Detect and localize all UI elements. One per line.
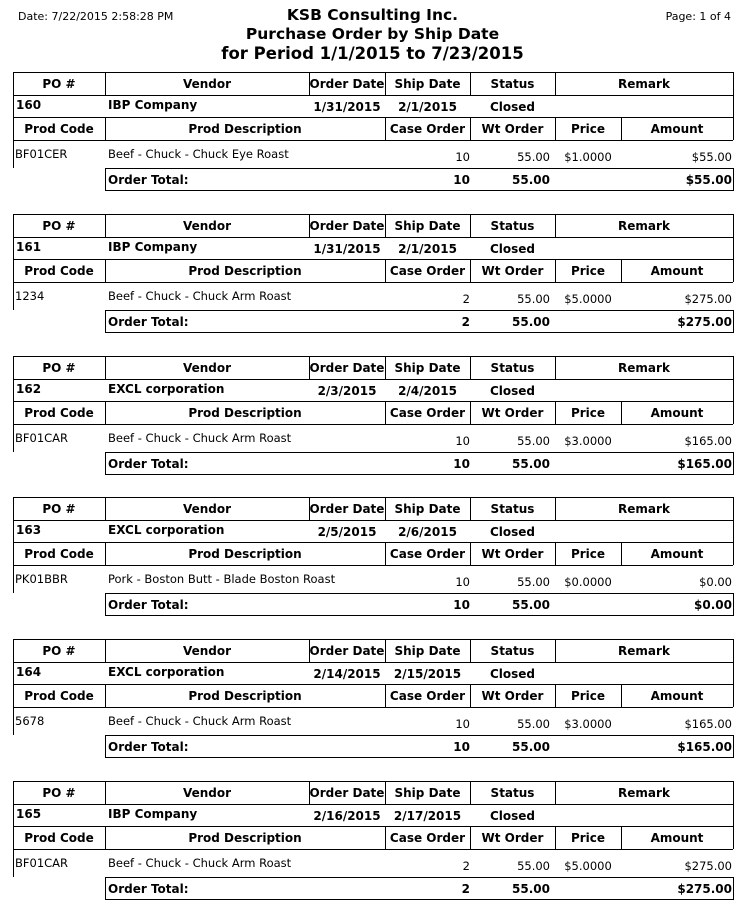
total-case-order: 2 xyxy=(461,882,470,896)
case-order-header: Case Order xyxy=(389,264,466,278)
rule-line xyxy=(13,804,733,805)
column-divider xyxy=(733,259,734,282)
prod-description-header: Prod Description xyxy=(188,122,302,136)
ship-date-header: Ship Date xyxy=(394,502,461,516)
total-amount: $275.00 xyxy=(677,882,732,896)
total-wt-order: 55.00 xyxy=(512,173,550,187)
column-divider xyxy=(13,95,14,117)
amount-value: $275.00 xyxy=(684,292,732,306)
rule-line xyxy=(105,615,733,616)
order-date: 2/14/2015 xyxy=(313,667,381,681)
status-value: Closed xyxy=(489,525,536,539)
prod-code-header: Prod Code xyxy=(24,689,94,703)
po-number: 163 xyxy=(16,523,42,537)
column-divider xyxy=(13,565,14,593)
company-name: KSB Consulting Inc. xyxy=(286,6,459,24)
po-number-header: PO # xyxy=(42,786,76,800)
column-divider xyxy=(733,684,734,707)
rule-line xyxy=(105,452,733,453)
rule-line xyxy=(13,72,733,73)
total-amount: $55.00 xyxy=(685,173,732,187)
rule-line xyxy=(105,474,733,475)
price-header: Price xyxy=(570,831,606,845)
vendor-name: EXCL corporation xyxy=(108,382,225,396)
total-amount: $0.00 xyxy=(694,598,732,612)
rule-line xyxy=(105,877,733,878)
column-divider xyxy=(733,72,734,95)
prod-description: Beef - Chuck - Chuck Arm Roast xyxy=(108,856,292,870)
prod-code-header: Prod Code xyxy=(24,831,94,845)
column-divider xyxy=(733,452,734,475)
column-divider xyxy=(105,310,106,333)
price-header: Price xyxy=(570,122,606,136)
amount-value: $165.00 xyxy=(684,717,732,731)
case-order: 10 xyxy=(455,150,470,164)
total-wt-order: 55.00 xyxy=(512,457,550,471)
column-divider xyxy=(13,424,14,452)
status-value: Closed xyxy=(489,809,536,823)
rule-line xyxy=(13,356,733,357)
status-value: Closed xyxy=(489,384,536,398)
column-divider xyxy=(733,735,734,758)
price-value: $5.0000 xyxy=(564,292,612,306)
vendor-name: IBP Company xyxy=(108,98,198,112)
po-number-header: PO # xyxy=(42,361,76,375)
price-header: Price xyxy=(570,547,606,561)
prod-description: Beef - Chuck - Chuck Arm Roast xyxy=(108,431,292,445)
column-divider xyxy=(733,237,734,259)
rule-line xyxy=(13,379,733,380)
price-value: $5.0000 xyxy=(564,859,612,873)
order-total-label: Order Total: xyxy=(108,457,189,471)
po-number: 165 xyxy=(16,807,42,821)
remark-header: Remark xyxy=(618,644,670,658)
rule-line xyxy=(13,282,733,283)
purchase-order-block xyxy=(13,356,733,474)
ship-date-header: Ship Date xyxy=(394,644,461,658)
column-divider xyxy=(733,593,734,616)
rule-line xyxy=(13,707,733,708)
status-value: Closed xyxy=(489,242,536,256)
ship-date: 2/4/2015 xyxy=(398,384,457,398)
po-number-header: PO # xyxy=(42,644,76,658)
total-case-order: 10 xyxy=(453,740,470,754)
wt-order: 55.00 xyxy=(517,292,550,306)
status-value: Closed xyxy=(489,667,536,681)
order-total-label: Order Total: xyxy=(108,882,189,896)
amount-header: Amount xyxy=(650,264,704,278)
po-number-header: PO # xyxy=(42,502,76,516)
rule-line xyxy=(13,662,733,663)
ship-date: 2/15/2015 xyxy=(393,667,462,681)
rule-line xyxy=(13,497,733,498)
vendor-name: IBP Company xyxy=(108,807,198,821)
order-date-header: Order Date xyxy=(309,361,385,375)
report-period: for Period 1/1/2015 to 7/23/2015 xyxy=(221,44,524,63)
order-date-header: Order Date xyxy=(309,77,385,91)
column-divider xyxy=(13,707,14,735)
vendor-header: Vendor xyxy=(182,77,232,91)
purchase-order-block xyxy=(13,214,733,332)
rule-line xyxy=(13,259,733,260)
order-total-label: Order Total: xyxy=(108,173,189,187)
rule-line xyxy=(13,826,733,827)
prod-description: Beef - Chuck - Chuck Eye Roast xyxy=(108,147,289,161)
po-number-header: PO # xyxy=(42,77,76,91)
price-value: $3.0000 xyxy=(564,717,612,731)
rule-line xyxy=(13,117,733,118)
wt-order-header: Wt Order xyxy=(481,122,544,136)
po-number: 161 xyxy=(16,240,42,254)
vendor-header: Vendor xyxy=(182,786,232,800)
column-divider xyxy=(105,877,106,900)
prod-code-header: Prod Code xyxy=(24,547,94,561)
case-order-header: Case Order xyxy=(389,406,466,420)
wt-order-header: Wt Order xyxy=(481,406,544,420)
remark-header: Remark xyxy=(618,361,670,375)
column-divider xyxy=(733,497,734,520)
rule-line xyxy=(13,684,733,685)
column-divider xyxy=(13,282,14,310)
rule-line xyxy=(13,639,733,640)
po-number: 160 xyxy=(16,98,42,112)
prod-description-header: Prod Description xyxy=(188,831,302,845)
column-divider xyxy=(13,140,14,168)
status-header: Status xyxy=(490,644,535,658)
amount-header: Amount xyxy=(650,831,704,845)
order-total-label: Order Total: xyxy=(108,598,189,612)
prod-code: BF01CAR xyxy=(15,431,69,445)
wt-order: 55.00 xyxy=(517,150,550,164)
case-order-header: Case Order xyxy=(389,122,466,136)
case-order-header: Case Order xyxy=(389,831,466,845)
total-amount: $165.00 xyxy=(677,457,732,471)
rule-line xyxy=(13,849,733,850)
po-number: 164 xyxy=(16,665,42,679)
total-amount: $165.00 xyxy=(677,740,732,754)
order-date: 2/5/2015 xyxy=(317,525,377,539)
rule-line xyxy=(13,237,733,238)
vendor-name: IBP Company xyxy=(108,240,198,254)
ship-date: 2/1/2015 xyxy=(398,100,457,114)
rule-line xyxy=(13,520,733,521)
total-wt-order: 55.00 xyxy=(512,598,550,612)
column-divider xyxy=(13,520,14,542)
purchase-order-block xyxy=(13,639,733,757)
case-order: 10 xyxy=(455,434,470,448)
price-header: Price xyxy=(570,406,606,420)
column-divider xyxy=(733,662,734,684)
remark-header: Remark xyxy=(618,786,670,800)
column-divider xyxy=(105,593,106,616)
prod-code-header: Prod Code xyxy=(24,406,94,420)
case-order: 10 xyxy=(455,717,470,731)
po-number: 162 xyxy=(16,382,42,396)
prod-description-header: Prod Description xyxy=(188,547,302,561)
status-header: Status xyxy=(490,77,535,91)
rule-line xyxy=(13,424,733,425)
amount-value: $165.00 xyxy=(684,434,732,448)
order-date-header: Order Date xyxy=(309,644,385,658)
total-case-order: 10 xyxy=(453,457,470,471)
case-order: 2 xyxy=(462,859,470,873)
prod-description: Beef - Chuck - Chuck Arm Roast xyxy=(108,289,292,303)
column-divider xyxy=(733,542,734,565)
column-divider xyxy=(733,401,734,424)
rule-line xyxy=(105,310,733,311)
wt-order: 55.00 xyxy=(517,575,550,589)
amount-value: $275.00 xyxy=(684,859,732,873)
prod-description: Pork - Boston Butt - Blade Boston Roast xyxy=(108,572,336,586)
prod-code: PK01BBR xyxy=(15,572,68,586)
prod-code-header: Prod Code xyxy=(24,264,94,278)
column-divider xyxy=(733,826,734,849)
column-divider xyxy=(105,168,106,191)
rule-line xyxy=(105,757,733,758)
amount-header: Amount xyxy=(650,547,704,561)
rule-line xyxy=(105,190,733,191)
column-divider xyxy=(733,520,734,542)
prod-description-header: Prod Description xyxy=(188,264,302,278)
price-value: $1.0000 xyxy=(564,150,612,164)
rule-line xyxy=(105,735,733,736)
ship-date: 2/6/2015 xyxy=(398,525,457,539)
amount-header: Amount xyxy=(650,406,704,420)
wt-order-header: Wt Order xyxy=(481,547,544,561)
vendor-name: EXCL corporation xyxy=(108,665,225,679)
prod-description-header: Prod Description xyxy=(188,689,302,703)
column-divider xyxy=(733,310,734,333)
price-header: Price xyxy=(570,264,606,278)
wt-order: 55.00 xyxy=(517,859,550,873)
ship-date: 2/1/2015 xyxy=(398,242,457,256)
amount-value: $0.00 xyxy=(699,575,732,589)
status-header: Status xyxy=(490,502,535,516)
vendor-header: Vendor xyxy=(182,219,232,233)
price-value: $3.0000 xyxy=(564,434,612,448)
column-divider xyxy=(733,877,734,900)
order-date: 1/31/2015 xyxy=(313,100,381,114)
remark-header: Remark xyxy=(618,219,670,233)
wt-order-header: Wt Order xyxy=(481,689,544,703)
order-date: 2/16/2015 xyxy=(313,809,381,823)
status-header: Status xyxy=(490,786,535,800)
column-divider xyxy=(13,237,14,259)
rule-line xyxy=(105,899,733,900)
prod-code: 5678 xyxy=(15,714,45,728)
rule-line xyxy=(13,565,733,566)
status-header: Status xyxy=(490,219,535,233)
po-number-header: PO # xyxy=(42,219,76,233)
price-header: Price xyxy=(570,689,606,703)
ship-date-header: Ship Date xyxy=(394,361,461,375)
remark-header: Remark xyxy=(618,502,670,516)
case-order-header: Case Order xyxy=(389,689,466,703)
report-title-block xyxy=(0,6,745,63)
order-date-header: Order Date xyxy=(309,219,385,233)
amount-value: $55.00 xyxy=(691,150,732,164)
order-date: 1/31/2015 xyxy=(313,242,381,256)
vendor-name: EXCL corporation xyxy=(108,523,225,537)
total-amount: $275.00 xyxy=(677,315,732,329)
order-date-header: Order Date xyxy=(309,502,385,516)
rule-line xyxy=(13,214,733,215)
column-divider xyxy=(733,95,734,117)
order-date: 2/3/2015 xyxy=(317,384,377,398)
status-value: Closed xyxy=(489,100,536,114)
column-divider xyxy=(733,781,734,804)
total-wt-order: 55.00 xyxy=(512,315,550,329)
column-divider xyxy=(13,804,14,826)
order-total-label: Order Total: xyxy=(108,740,189,754)
vendor-header: Vendor xyxy=(182,502,232,516)
vendor-header: Vendor xyxy=(182,361,232,375)
wt-order-header: Wt Order xyxy=(481,264,544,278)
remark-header: Remark xyxy=(618,77,670,91)
column-divider xyxy=(733,214,734,237)
column-divider xyxy=(105,735,106,758)
purchase-order-block xyxy=(13,72,733,190)
column-divider xyxy=(733,168,734,191)
rule-line xyxy=(13,95,733,96)
purchase-order-block xyxy=(13,781,733,899)
ship-date-header: Ship Date xyxy=(394,786,461,800)
status-header: Status xyxy=(490,361,535,375)
prod-code: BF01CAR xyxy=(15,856,69,870)
report-date: Date: 7/22/2015 2:58:28 PM xyxy=(18,10,174,23)
amount-header: Amount xyxy=(650,122,704,136)
column-divider xyxy=(733,379,734,401)
case-order: 10 xyxy=(455,575,470,589)
purchase-order-block xyxy=(13,497,733,615)
rule-line xyxy=(13,781,733,782)
order-total-label: Order Total: xyxy=(108,315,189,329)
rule-line xyxy=(13,401,733,402)
vendor-header: Vendor xyxy=(182,644,232,658)
total-case-order: 10 xyxy=(453,598,470,612)
rule-line xyxy=(105,332,733,333)
ship-date-header: Ship Date xyxy=(394,77,461,91)
prod-code: BF01CER xyxy=(15,147,68,161)
total-wt-order: 55.00 xyxy=(512,882,550,896)
price-value: $0.0000 xyxy=(564,575,612,589)
column-divider xyxy=(733,804,734,826)
prod-description: Beef - Chuck - Chuck Arm Roast xyxy=(108,714,292,728)
report-title: Purchase Order by Ship Date xyxy=(245,25,500,43)
column-divider xyxy=(733,639,734,662)
rule-line xyxy=(105,168,733,169)
case-order: 2 xyxy=(462,292,470,306)
column-divider xyxy=(13,849,14,877)
rule-line xyxy=(13,542,733,543)
prod-code: 1234 xyxy=(15,289,45,303)
rule-line xyxy=(13,140,733,141)
wt-order: 55.00 xyxy=(517,717,550,731)
order-date-header: Order Date xyxy=(309,786,385,800)
amount-header: Amount xyxy=(650,689,704,703)
column-divider xyxy=(733,117,734,140)
total-case-order: 10 xyxy=(453,173,470,187)
page-indicator: Page: 1 of 4 xyxy=(665,10,731,23)
column-divider xyxy=(13,379,14,401)
wt-order: 55.00 xyxy=(517,434,550,448)
column-divider xyxy=(733,356,734,379)
case-order-header: Case Order xyxy=(389,547,466,561)
ship-date-header: Ship Date xyxy=(394,219,461,233)
column-divider xyxy=(105,452,106,475)
wt-order-header: Wt Order xyxy=(481,831,544,845)
ship-date: 2/17/2015 xyxy=(393,809,462,823)
column-divider xyxy=(13,662,14,684)
total-wt-order: 55.00 xyxy=(512,740,550,754)
prod-code-header: Prod Code xyxy=(24,122,94,136)
rule-line xyxy=(105,593,733,594)
total-case-order: 2 xyxy=(461,315,470,329)
prod-description-header: Prod Description xyxy=(188,406,302,420)
